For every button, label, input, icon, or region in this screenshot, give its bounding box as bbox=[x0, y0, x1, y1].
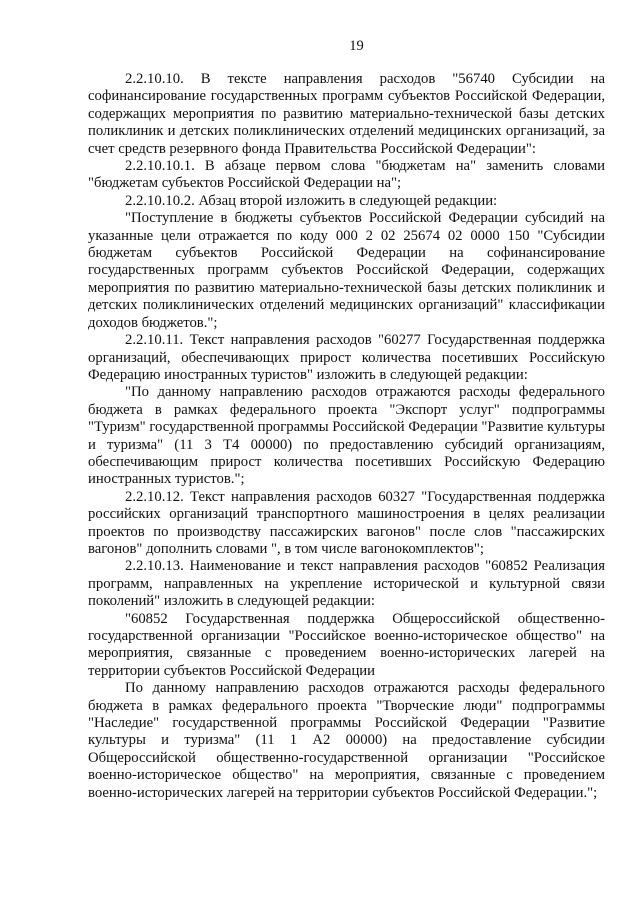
paragraph: "Поступление в бюджеты субъектов Российской Федерации субсидий на указанные цели отражается по коду 000 2 02 25674 02 0000 150 "Субсидии бюджетам субъектов Российской Федерации на софинансирование государственных программ субъектов Российской Федерации, содержащих мероприятия по развитию материально-технической базы детских поликлиник и детских поликлинических отделений медицинских организаций" классификации доходов бюджетов."; bbox=[88, 210, 605, 331]
paragraph: 2.2.10.10. В тексте направления расходов "56740 Субсидии на софинансирование государственных программ субъектов Российской Федерации, содержащих мероприятия по развитию материально-технической базы детских поликлиник и детских поликлинических отделений медицинских организаций, за счет средств резервного фонда Правительства Российской Федерации": bbox=[88, 71, 605, 157]
paragraph: 2.2.10.10.1. В абзаце первом слова "бюджетам на" заменить словами "бюджетам субъектов Российской Федерации на"; bbox=[88, 158, 605, 192]
paragraph: 2.2.10.13. Наименование и текст направления расходов "60852 Реализация программ, направленных на укрепление исторической и культурной связи поколений" изложить в следующей редакции: bbox=[88, 558, 605, 610]
page-number: 19 bbox=[349, 38, 364, 54]
paragraph: "По данному направлению расходов отражаются расходы федерального бюджета в рамках федерального проекта "Экспорт услуг" подпрограммы "Туризм" государственной программы Российской Федерации "Развитие культуры и туризма" (11 3 Т4 00000) по предоставлению субсидий организациям, обеспечивающим прирост количества посетивших Российскую Федерацию иностранных туристов."; bbox=[88, 384, 605, 488]
paragraph: 2.2.10.12. Текст направления расходов 60327 "Государственная поддержка российских организаций транспортного машиностроения в целях реализации проектов по производству пассажирских вагонов" после слов "пассажирских вагонов" дополнить словами ", в том числе вагонокомплектов"; bbox=[88, 488, 605, 557]
paragraph: По данному направлению расходов отражаются расходы федерального бюджета в рамках федерального проекта "Творческие люди" подпрограммы "Наследие" государственной программы Российской Федерации "Развитие культуры и туризма" (11 1 А2 00000) на предоставление субсидии Общероссийской общественно-государственной организации "Российское военно-историческое общество" на мероприятия, связанные с проведением военно-исторических лагерей на территории субъектов Российской Федерации."; bbox=[88, 680, 605, 801]
paragraph: "60852 Государственная поддержка Общероссийской общественно-государственной организации "Российское военно-историческое общество" на мероприятия, связанные с проведением военно-исторических лагерей на территории субъектов Российской Федерации bbox=[88, 610, 605, 679]
paragraph: 2.2.10.10.2. Абзац второй изложить в следующей редакции: bbox=[125, 192, 498, 209]
paragraph: 2.2.10.11. Текст направления расходов "60277 Государственная поддержка организаций, обеспечивающих прирост количества посетивших Российскую Федерацию иностранных туристов" изложить в следующей редакции: bbox=[88, 332, 605, 383]
